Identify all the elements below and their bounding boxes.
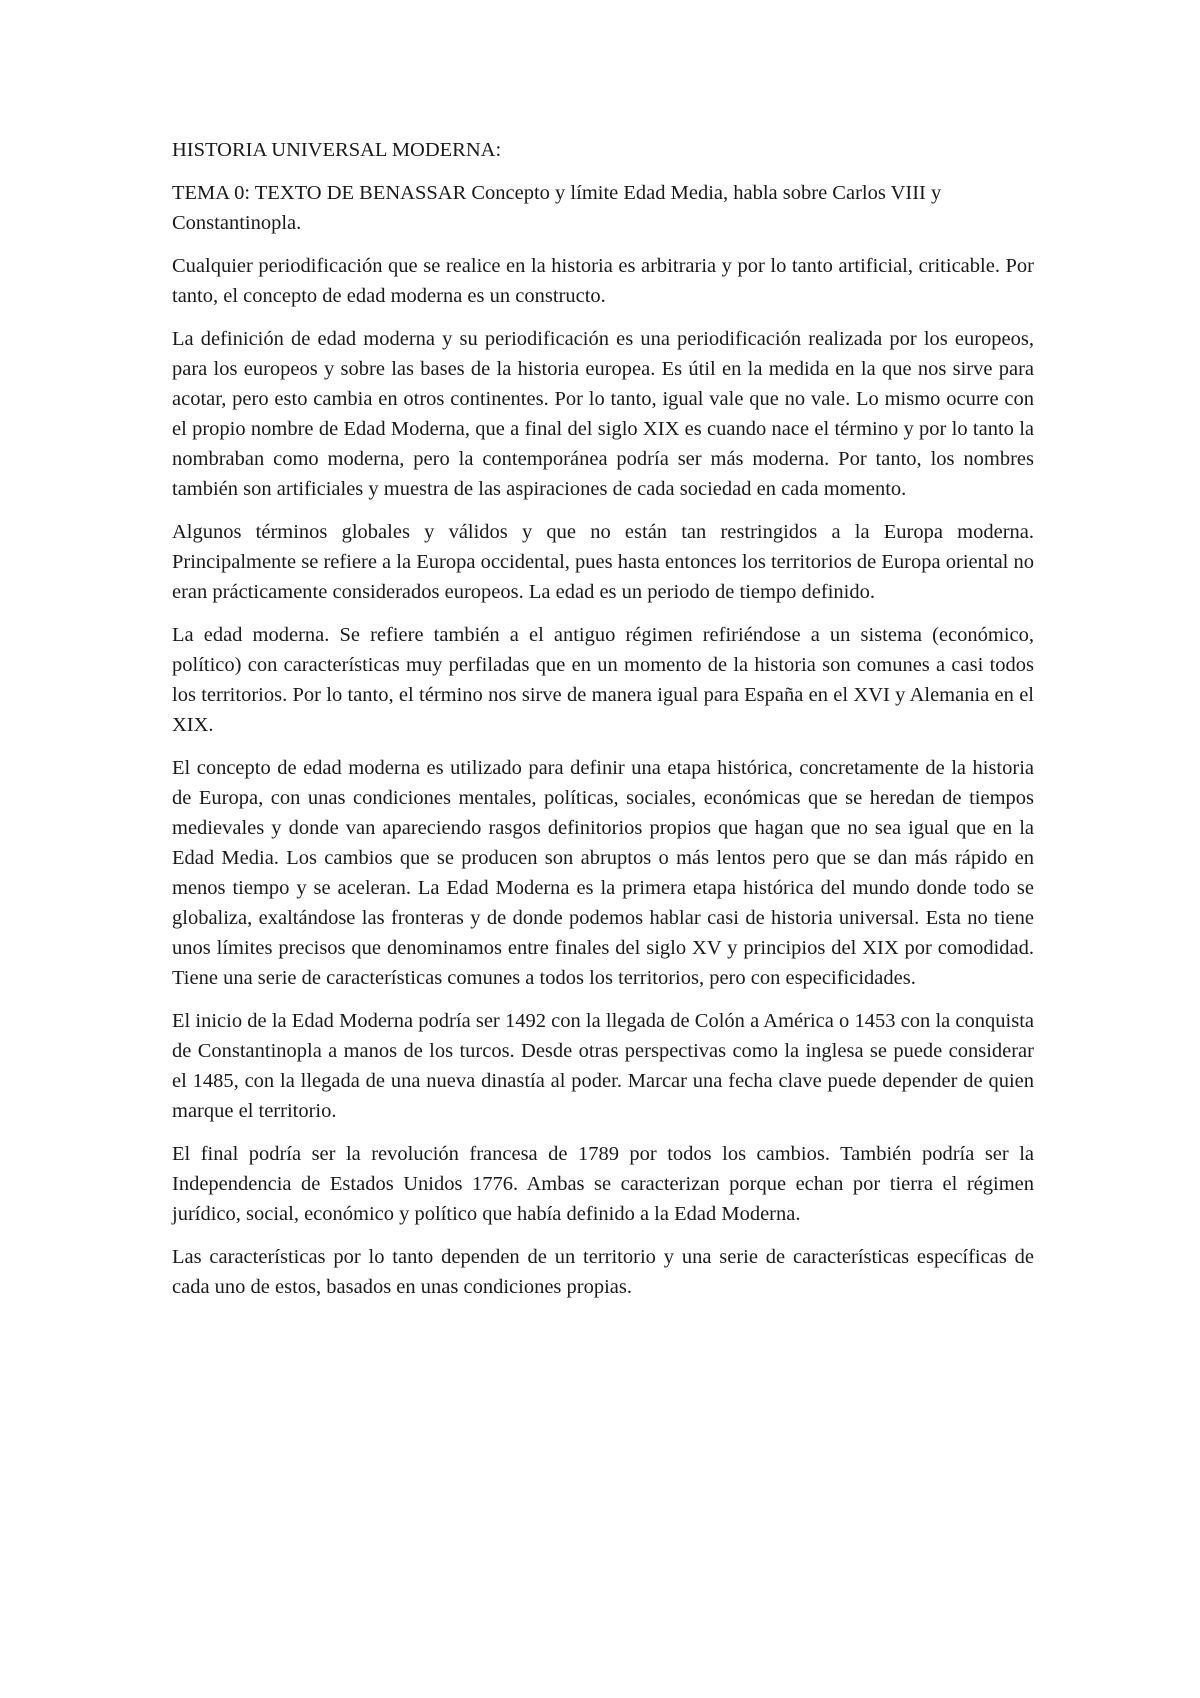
document-title: HISTORIA UNIVERSAL MODERNA: bbox=[172, 139, 502, 161]
paragraph-topic: TEMA 0: TEXTO DE BENASSAR Concepto y límite Edad Media, habla sobre Carlos VIII y Constantinopla. bbox=[172, 182, 942, 234]
paragraph: La definición de edad moderna y su periodificación es una periodificación realizada por los europeos, para los europeos y sobre las bases de la historia europea. Es útil en la medida en la que nos sirve para acotar, pero esto cambia en otros continentes. Por lo tanto, igual vale que no vale. Lo mismo ocurre con el propio nombre de Edad Moderna, que a final del siglo XIX es cuando nace el término y por lo tanto la nombraban como moderna, pero la contemporánea podría ser más moderna. Por tanto, los nombres también son artificiales y muestra de las aspiraciones de cada sociedad en cada momento. bbox=[172, 328, 1034, 500]
paragraph: Las características por lo tanto dependen de un territorio y una serie de características específicas de cada uno de estos, basados en unas condiciones propias. bbox=[172, 1246, 1034, 1298]
paragraph: El inicio de la Edad Moderna podría ser 1492 con la llegada de Colón a América o 1453 con la conquista de Constantinopla a manos de los turcos. Desde otras perspectivas como la inglesa se puede considerar el 1485, con la llegada de una nueva dinastía al poder. Marcar una fecha clave puede depender de quien marque el territorio. bbox=[172, 1010, 1034, 1122]
paragraph: Algunos términos globales y válidos y que no están tan restringidos a la Europa moderna. Principalmente se refiere a la Europa occidental, pues hasta entonces los territorios de Europa oriental no eran prácticamente considerados europeos. La edad es un periodo de tiempo definido. bbox=[172, 521, 1034, 603]
paragraph: La edad moderna. Se refiere también a el antiguo régimen refiriéndose a un sistema (económico, político) con características muy perfiladas que en un momento de la historia son comunes a casi todos los territorios. Por lo tanto, el término nos sirve de manera igual para España en el XVI y Alemania en el XIX. bbox=[172, 624, 1034, 736]
paragraph: El final podría ser la revolución francesa de 1789 por todos los cambios. También podría ser la Independencia de Estados Unidos 1776. Ambas se caracterizan porque echan por tierra el régimen jurídico, social, económico y político que había definido a la Edad Moderna. bbox=[172, 1143, 1034, 1225]
paragraph: El concepto de edad moderna es utilizado para definir una etapa histórica, concretamente de la historia de Europa, con unas condiciones mentales, políticas, sociales, económicas que se heredan de tiempos medievales y donde van apareciendo rasgos definitorios propios que hagan que no sea igual que en la Edad Media. Los cambios que se producen son abruptos o más lentos pero que se dan más rápido en menos tiempo y se aceleran. La Edad Moderna es la primera etapa histórica del mundo donde todo se globaliza, exaltándose las fronteras y de donde podemos hablar casi de historia universal. Esta no tiene unos límites precisos que denominamos entre finales del siglo XV y principios del XIX por comodidad. Tiene una serie de características comunes a todos los territorios, pero con especificidades. bbox=[172, 757, 1034, 989]
paragraph: Cualquier periodificación que se realice en la historia es arbitraria y por lo tanto artificial, criticable. Por tanto, el concepto de edad moderna es un constructo. bbox=[172, 255, 1034, 307]
document-page bbox=[172, 135, 1034, 1315]
